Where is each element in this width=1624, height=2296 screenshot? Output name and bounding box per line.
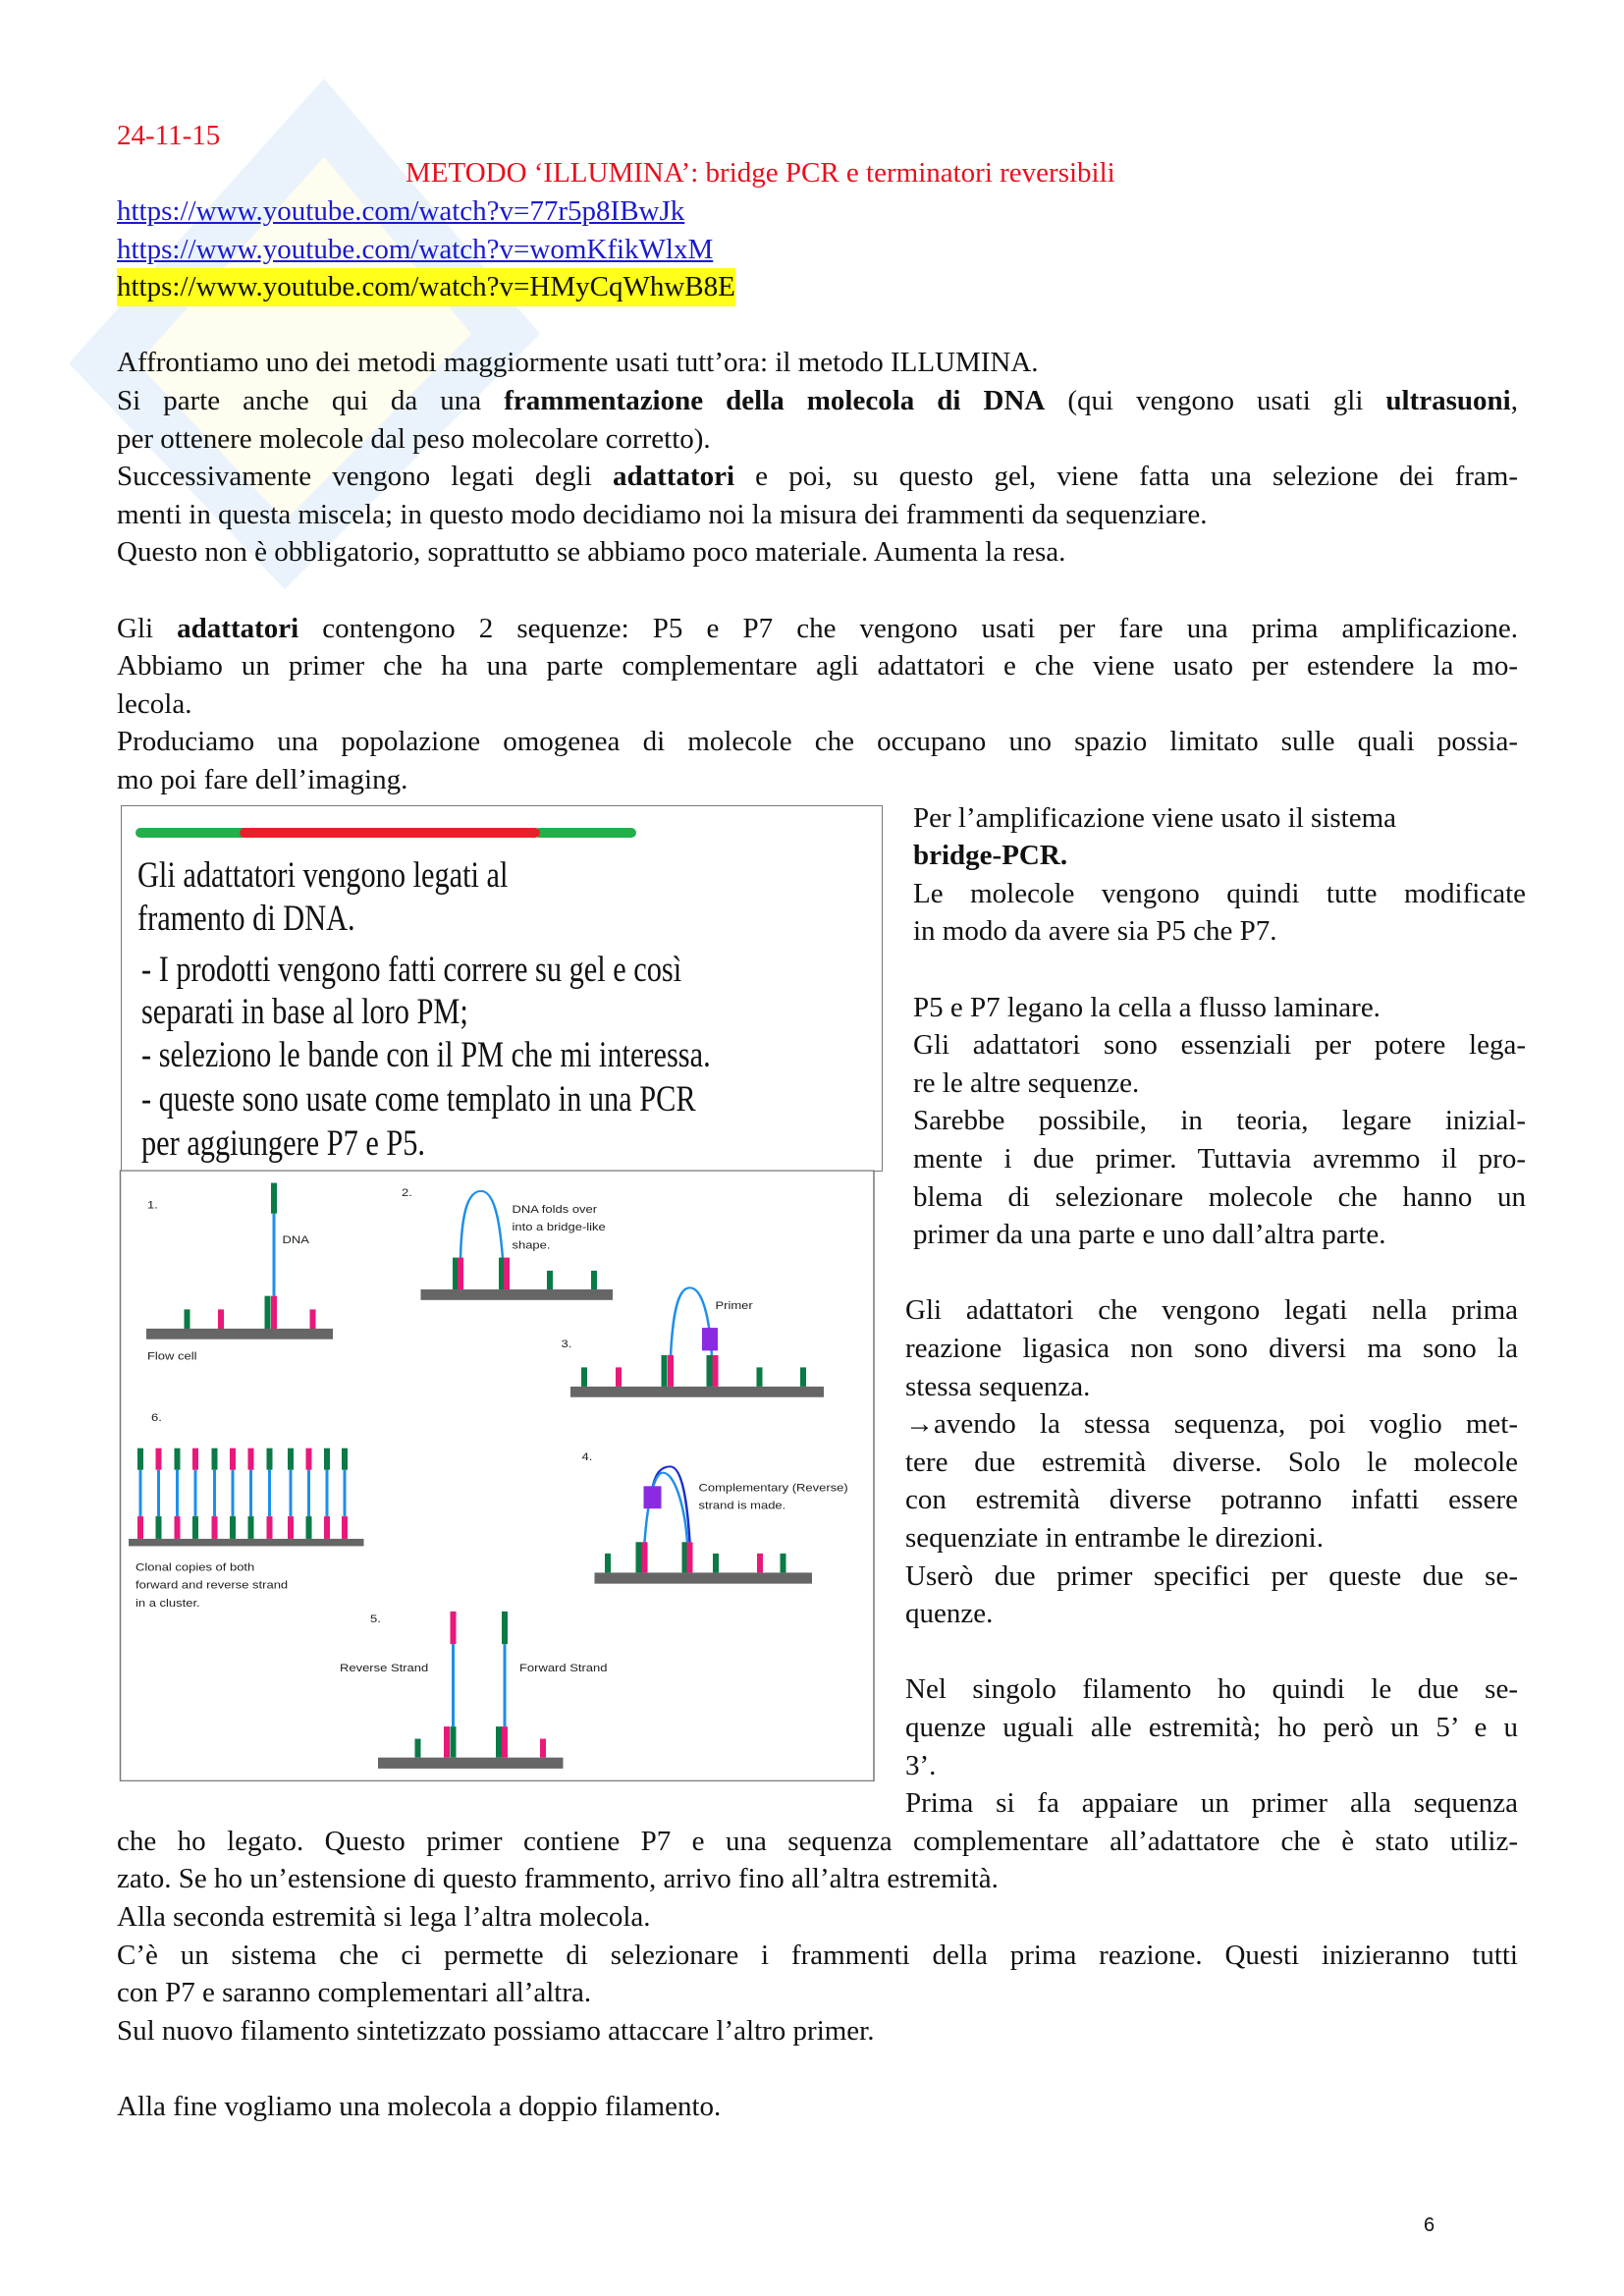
step4-caption: Complementary (Reverse) <box>698 1481 848 1495</box>
text-line <box>117 2088 1518 2126</box>
green-adapter <box>781 1554 786 1573</box>
green-adapter <box>800 1367 806 1387</box>
text-line <box>117 533 1518 572</box>
pink-adapter <box>306 1449 312 1470</box>
dna-strand <box>290 1470 293 1516</box>
text-line <box>117 344 1518 382</box>
pink-adapter <box>444 1726 450 1758</box>
dna-strand <box>232 1470 235 1516</box>
slide-line: per aggiungere P7 e P5. <box>141 1123 426 1164</box>
slide-line: Gli adattatori vengono legati al <box>137 855 509 896</box>
green-adapter <box>248 1516 254 1539</box>
text-line <box>913 1026 1526 1065</box>
step5-forward-label: Forward Strand <box>519 1662 608 1674</box>
green-adapter <box>185 1309 190 1330</box>
text-line <box>913 951 1526 989</box>
bold-text: adattatori <box>613 461 735 493</box>
slide-line: framento di DNA. <box>137 899 355 939</box>
text-line <box>117 382 1518 420</box>
step6-caption: forward and reverse strand <box>135 1578 289 1592</box>
slide-box <box>121 805 883 1172</box>
green-adapter <box>496 1726 502 1758</box>
slide-bar-red <box>240 828 540 838</box>
text-segment: 3’. <box>905 1749 937 1781</box>
pink-adapter <box>271 1296 277 1330</box>
text-segment: →avendo la stessa sequenza, poi voglio met- <box>905 1408 1518 1441</box>
text-line <box>913 875 1526 913</box>
step4-number: 4. <box>581 1450 593 1463</box>
text-line <box>117 496 1518 534</box>
text-line <box>117 2012 1518 2050</box>
step4-caption: strand is made. <box>698 1499 786 1512</box>
pink-adapter <box>175 1516 181 1539</box>
green-adapter <box>192 1516 198 1539</box>
text-line <box>905 1633 1518 1671</box>
pink-adapter <box>248 1449 254 1470</box>
text-segment: quenze. <box>905 1598 994 1630</box>
text-line <box>117 1974 1518 2012</box>
step1-dna-label: DNA <box>282 1233 309 1246</box>
step3-primer-label: Primer <box>715 1299 753 1312</box>
text-segment: Prima si fa appaiare un primer alla sequenza <box>905 1787 1518 1820</box>
text-line <box>905 1558 1518 1596</box>
text-segment: lecola. <box>117 687 192 720</box>
text-segment: Gli <box>117 612 178 644</box>
bridge-pcr-diagram <box>118 1169 884 1797</box>
document-date: 24-11-15 <box>117 119 221 151</box>
slide-bar-green-right <box>534 828 636 838</box>
flow-cell-surface <box>129 1539 364 1546</box>
text-line <box>913 912 1526 951</box>
green-adapter <box>707 1355 713 1387</box>
dna-strand <box>213 1470 216 1516</box>
pink-adapter <box>192 1449 198 1470</box>
text-segment: C’è un sistema che ci permette di selezionare i frammenti della prima reazione. Questi inizieranno tutti <box>117 1939 1518 1971</box>
text-segment: P5 e P7 legano la cella a flusso laminare. <box>913 991 1380 1023</box>
text-line <box>117 458 1518 496</box>
text-line <box>905 1747 1518 1785</box>
text-line <box>117 761 1518 799</box>
pink-adapter <box>212 1516 218 1539</box>
text-segment: Si parte anche qui da una <box>117 384 505 416</box>
flow-cell-surface <box>378 1758 564 1769</box>
text-line <box>905 1595 1518 1633</box>
pink-adapter <box>713 1355 719 1387</box>
pink-adapter <box>502 1726 508 1758</box>
dna-strand <box>504 1644 507 1726</box>
text-line <box>117 685 1518 724</box>
text-segment: Produciamo una popolazione omogenea di molecole che occupano uno spazio limitato sulle quali possia- <box>117 726 1518 758</box>
pink-adapter <box>324 1516 330 1539</box>
text-segment: re le altre sequenze. <box>913 1066 1140 1099</box>
step2-number: 2. <box>402 1186 412 1199</box>
text-segment: Gli adattatori sono essenziali per potere lega- <box>913 1029 1526 1062</box>
pink-adapter <box>137 1516 143 1539</box>
pink-adapter <box>458 1258 463 1289</box>
step2-caption: shape. <box>512 1238 551 1252</box>
step1-number: 1. <box>147 1198 158 1212</box>
text-line <box>905 1481 1518 1519</box>
text-segment: con P7 e saranno complementari all’altra. <box>117 1977 592 2009</box>
step6-number: 6. <box>151 1410 162 1424</box>
dna-strand <box>452 1644 455 1726</box>
text-segment: Per l’amplificazione viene usato il sistema <box>913 801 1397 834</box>
green-adapter <box>502 1612 508 1644</box>
primer-block <box>644 1486 662 1508</box>
green-adapter <box>713 1554 719 1573</box>
green-adapter <box>212 1449 218 1470</box>
dna-strand <box>326 1470 329 1516</box>
flow-cell-surface <box>146 1329 333 1339</box>
text-line <box>117 420 1518 459</box>
green-adapter <box>547 1271 553 1289</box>
text-line <box>913 1216 1526 1254</box>
green-adapter <box>581 1367 587 1387</box>
text-segment: e poi, su questo gel, viene fatta una selezione dei fram- <box>734 461 1518 493</box>
text-segment: tere due estremità diverse. Solo le molecole <box>905 1446 1518 1478</box>
text-segment: Questo non è obbligatorio, soprattutto se abbiamo poco materiale. Aumenta la resa. <box>117 536 1066 569</box>
pink-adapter <box>504 1258 510 1289</box>
pink-adapter <box>342 1516 348 1539</box>
text-line <box>905 1670 1518 1709</box>
text-segment: contengono 2 sequenze: P5 e P7 che vengono usati per fare una prima amplificazione. <box>298 612 1518 644</box>
green-adapter <box>636 1542 642 1572</box>
text-line <box>913 799 1526 838</box>
text-segment: per ottenere molecole dal peso molecolare corretto). <box>117 422 711 455</box>
text-segment: primer da una parte e uno dall’altra parte. <box>913 1219 1386 1251</box>
text-line <box>905 1254 1518 1292</box>
pink-adapter <box>616 1367 622 1387</box>
text-segment: con estremità diverse potranno infatti essere <box>905 1484 1518 1516</box>
pink-adapter <box>156 1449 162 1470</box>
text-line <box>905 1368 1518 1406</box>
green-adapter <box>342 1449 348 1470</box>
green-adapter <box>230 1516 236 1539</box>
text-line <box>905 1519 1518 1558</box>
pink-adapter <box>288 1516 294 1539</box>
text-line <box>913 1178 1526 1217</box>
pink-adapter <box>267 1516 273 1539</box>
text-line <box>117 647 1518 685</box>
text-line <box>913 837 1526 875</box>
pink-adapter <box>540 1739 546 1758</box>
step6-caption: in a cluster. <box>135 1596 200 1610</box>
green-adapter <box>137 1449 143 1470</box>
pink-adapter <box>218 1309 224 1330</box>
pink-adapter <box>310 1309 316 1330</box>
slide-bar-green-left <box>135 828 253 838</box>
green-adapter <box>156 1516 162 1539</box>
text-segment: in modo da avere sia P5 che P7. <box>913 915 1277 948</box>
text-line <box>117 1860 1518 1898</box>
step1-flow-cell-label: Flow cell <box>147 1349 197 1363</box>
flow-cell-surface <box>595 1572 813 1583</box>
text-segment: Sul nuovo filamento sintetizzato possiamo attaccare l’altro primer. <box>117 2014 875 2047</box>
pink-adapter <box>451 1612 457 1644</box>
pink-adapter <box>668 1355 674 1387</box>
text-segment: reazione ligasica non sono diversi ma sono la <box>905 1332 1518 1364</box>
text-line <box>913 989 1526 1027</box>
dna-strand <box>307 1470 310 1516</box>
pink-adapter <box>230 1449 236 1470</box>
step5-reverse-label: Reverse Strand <box>340 1662 429 1674</box>
slide-line: - seleziono le bande con il PM che mi interessa. <box>141 1035 711 1075</box>
text-segment: Alla seconda estremità si lega l’altra molecola. <box>117 1900 651 1933</box>
green-adapter <box>757 1367 763 1387</box>
text-segment: blema di selezionare molecole che hanno un <box>913 1180 1526 1213</box>
text-line <box>117 1823 1518 1861</box>
dna-strand <box>176 1470 179 1516</box>
pink-adapter <box>642 1542 648 1572</box>
dna-strand <box>273 1214 276 1296</box>
text-line <box>905 1709 1518 1747</box>
text-segment: Nel singolo filamento ho quindi le due se- <box>905 1673 1518 1706</box>
bold-text: frammentazione della molecola di DNA <box>504 384 1046 416</box>
pink-adapter <box>687 1542 693 1572</box>
text-line <box>913 1140 1526 1178</box>
text-line <box>905 1444 1518 1482</box>
text-line <box>905 1291 1518 1330</box>
bold-text: ultrasuoni <box>1385 384 1511 416</box>
green-adapter <box>324 1449 330 1470</box>
text-segment: quenze uguali alle estremità; ho però un 5’ e u <box>905 1711 1518 1743</box>
green-adapter <box>605 1554 611 1573</box>
text-line <box>117 610 1518 648</box>
bold-text: adattatori <box>177 612 299 644</box>
green-adapter <box>288 1449 294 1470</box>
text-segment: zato. Se ho un’estensione di questo frammento, arrivo fino all’altra estremità. <box>117 1863 999 1895</box>
text-line <box>905 1405 1518 1444</box>
green-adapter <box>267 1449 273 1470</box>
text-segment: , <box>1510 384 1518 416</box>
green-adapter <box>591 1271 597 1289</box>
text-line <box>117 723 1518 761</box>
text-line <box>913 1102 1526 1140</box>
dna-strand <box>344 1470 347 1516</box>
text-segment: Successivamente vengono legati degli <box>117 461 613 493</box>
slide-line: - I prodotti vengono fatti correre su gel e così <box>141 950 682 990</box>
text-segment: Alla fine vogliamo una molecola a doppio filamento. <box>117 2090 722 2122</box>
text-segment: (qui vengono usati gli <box>1045 384 1386 416</box>
green-adapter <box>175 1449 181 1470</box>
text-segment: Gli adattatori che vengono legati nella prima <box>905 1294 1518 1327</box>
flow-cell-surface <box>421 1289 614 1300</box>
green-adapter <box>271 1183 277 1214</box>
text-segment: Userò due primer specifici per queste due se- <box>905 1559 1518 1592</box>
dna-strand <box>249 1470 252 1516</box>
text-segment: menti in questa miscela; in questo modo decidiamo noi la misura dei frammenti da sequenziare. <box>117 498 1208 530</box>
step2-caption: DNA folds over <box>512 1202 598 1216</box>
pink-adapter <box>757 1554 763 1573</box>
text-segment: mente i due primer. Tuttavia avremmo il pro- <box>913 1142 1526 1175</box>
text-line <box>905 1330 1518 1368</box>
text-segment: Sarebbe possibile, in teoria, legare inizial- <box>913 1105 1526 1137</box>
step3-number: 3. <box>561 1338 572 1350</box>
step5-number: 5. <box>370 1613 381 1625</box>
text-segment: Le molecole vengono quindi tutte modificate <box>913 877 1526 909</box>
dna-strand <box>268 1470 271 1516</box>
page-number: 6 <box>1424 2214 1435 2236</box>
green-adapter <box>415 1739 421 1758</box>
bold-text: bridge-PCR. <box>913 840 1068 872</box>
text-line <box>913 1065 1526 1103</box>
youtube-link-3-highlighted[interactable]: https://www.youtube.com/watch?v=HMyCqWhwB8E <box>117 268 735 306</box>
text-segment: Abbiamo un primer che ha una parte complementare agli adattatori e che viene usato per estendere la mo- <box>117 650 1518 683</box>
step6-caption: Clonal copies of both <box>135 1560 255 1574</box>
dna-strand <box>157 1470 160 1516</box>
green-adapter <box>451 1726 457 1758</box>
text-line <box>117 1937 1518 1975</box>
green-adapter <box>265 1296 271 1330</box>
dna-strand <box>139 1470 142 1516</box>
text-segment: sequenziate in entrambe le direzioni. <box>905 1521 1324 1554</box>
text-line <box>117 2050 1518 2088</box>
text-line <box>117 1898 1518 1937</box>
text-segment: mo poi fare dell’imaging. <box>117 763 408 795</box>
green-adapter <box>306 1516 312 1539</box>
document-title: METODO ‘ILLUMINA’: bridge PCR e terminatori reversibili <box>406 157 1115 190</box>
youtube-link-2[interactable]: https://www.youtube.com/watch?v=womKfikWlxM <box>117 233 714 265</box>
flow-cell-surface <box>570 1387 824 1397</box>
text-line <box>905 1784 1518 1823</box>
youtube-link-1[interactable]: https://www.youtube.com/watch?v=77r5p8IBwJk <box>117 194 685 227</box>
green-adapter <box>662 1355 668 1387</box>
slide-line: separati in base al loro PM; <box>141 992 468 1032</box>
text-segment: che ho legato. Questo primer contiene P7 e una sequenza complementare all’adattatore che è stato utiliz- <box>117 1825 1518 1857</box>
dna-strand <box>194 1470 197 1516</box>
step2-caption: into a bridge-like <box>512 1221 606 1233</box>
text-segment: Affrontiamo uno dei metodi maggiormente usati tutt’ora: il metodo ILLUMINA. <box>117 347 1039 379</box>
primer-block <box>702 1328 718 1350</box>
text-line <box>117 572 1518 610</box>
text-segment: stessa sequenza. <box>905 1370 1091 1402</box>
slide-line: - queste sono usate come templato in una PCR <box>141 1079 696 1120</box>
